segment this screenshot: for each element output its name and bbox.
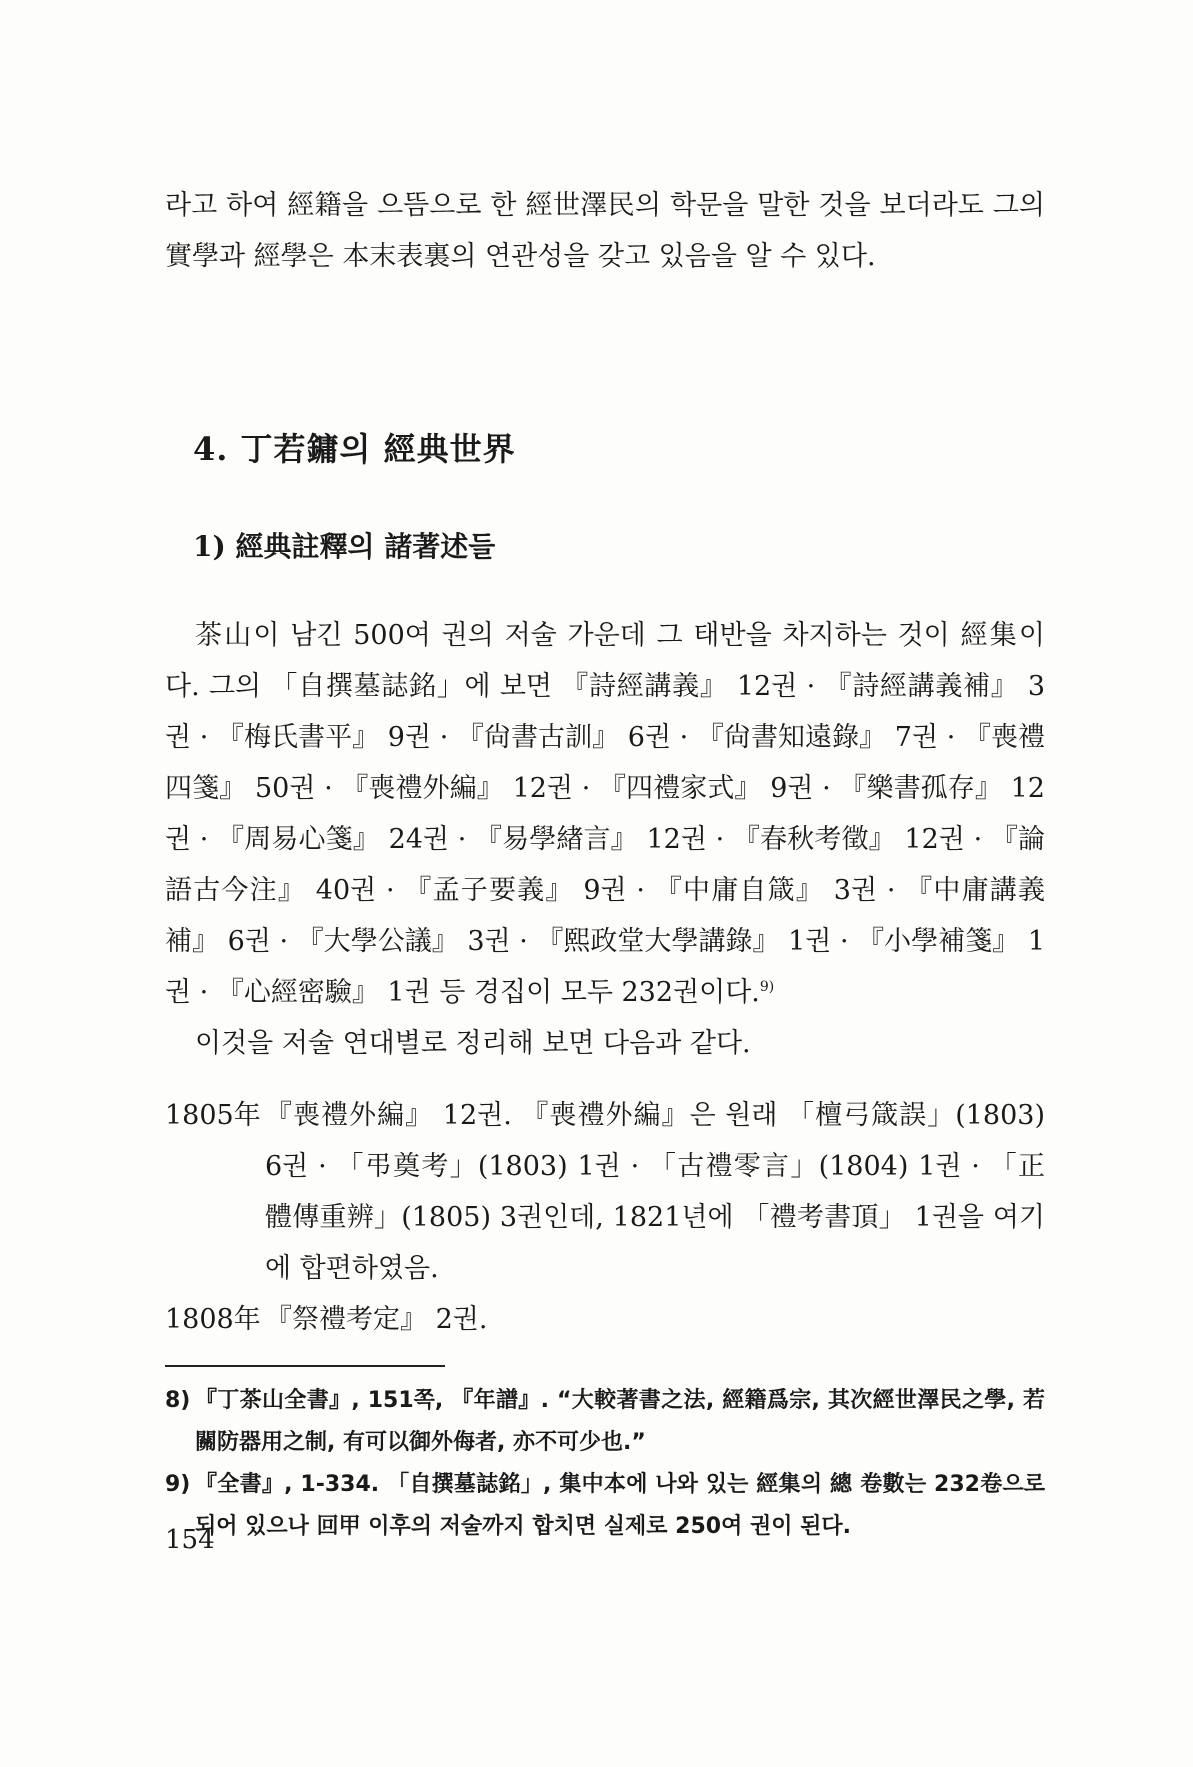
body-paragraph-second: 이것을 저술 연대별로 정리해 보면 다음과 같다. [195, 1028, 751, 1059]
chronology-year: 1805年 [165, 1100, 261, 1131]
chronology-entry [165, 1294, 1045, 1345]
footnote-ref-9: 9) [759, 979, 775, 995]
intro-block [165, 180, 1045, 282]
footnote-text: 『全書』, 1-334. 「自撰墓誌銘」, 集中本에 나와 있는 經集의 總 卷數는 232卷으로 되어 있으나 回甲 이후의 저술까지 합치면 실제로 250여 권이 된다. [195, 1472, 1045, 1539]
subsection-heading: 1) 經典註釋의 諸著述들 [193, 530, 496, 563]
chronology-year: 1808年 [165, 1304, 261, 1335]
footnotes [165, 1380, 1045, 1548]
chronology-entry [165, 1090, 1045, 1294]
intro-paragraph: 라고 하여 經籍을 으뜸으로 한 經世澤民의 학문을 말한 것을 보더라도 그의 實學과 經學은 本末表裏의 연관성을 갖고 있음을 알 수 있다. [165, 190, 1045, 272]
footnote-number: 9) [165, 1472, 191, 1497]
body-paragraph-main-text: 茶山이 남긴 500여 권의 저술 가운데 그 태반을 차지하는 것이 經集이다. 그의 「自撰墓誌銘」에 보면 『詩經講義』 12권 · 『詩經講義補』 3권 · 『梅氏書平』 9권 · 『尙書古訓』 6권 · 『尙書知遠錄』 7권 · 『喪禮四箋』 50권 · 『喪禮外編』 12권 · 『四禮家式』 9권 · 『樂書孤存』 12권 · 『周易心箋』 24권 · 『易學緖言』 12권 · 『春秋考徵』 12권 · 『論語古今注』 40권 · 『孟子要義』 9권 · 『中庸自箴』 3권 · 『中庸講義補』 6권 · 『大學公議』 3권 · 『熙政堂大學講錄』 1권 · 『小學補箋』 1권 · 『心經密驗』 1권 등 경집이 모두 232권이다. [165, 620, 1045, 1008]
chronology-text: 『祭禮考定』 2권. [265, 1304, 488, 1335]
body-paragraph-main [165, 610, 1045, 1018]
footnote-item [165, 1464, 1045, 1548]
footnote-number: 8) [165, 1388, 191, 1413]
page-number: 154 [165, 1525, 215, 1555]
chronology-list [165, 1090, 1045, 1345]
section-heading: 4. 丁若鏞의 經典世界 [193, 430, 516, 468]
main-body-block [165, 610, 1045, 1069]
footnote-text: 『丁茶山全書』, 151쪽, 『年譜』. “大較著書之法, 經籍爲宗, 其次經世澤民之學, 若關防器用之制, 有可以御外侮者, 亦不可少也.” [195, 1388, 1045, 1455]
chronology-text: 『喪禮外編』 12권. 『喪禮外編』은 원래 「檀弓箴誤」(1803) 6권 · 「弔奠考」(1803) 1권 · 「古禮零言」(1804) 1권 · 「正體傳重辨」(1805) 3권인데, 1821년에 「禮考書頂」 1권을 여기에 합편하였음. [265, 1100, 1045, 1284]
footnote-divider [165, 1365, 445, 1367]
footnote-item [165, 1380, 1045, 1464]
